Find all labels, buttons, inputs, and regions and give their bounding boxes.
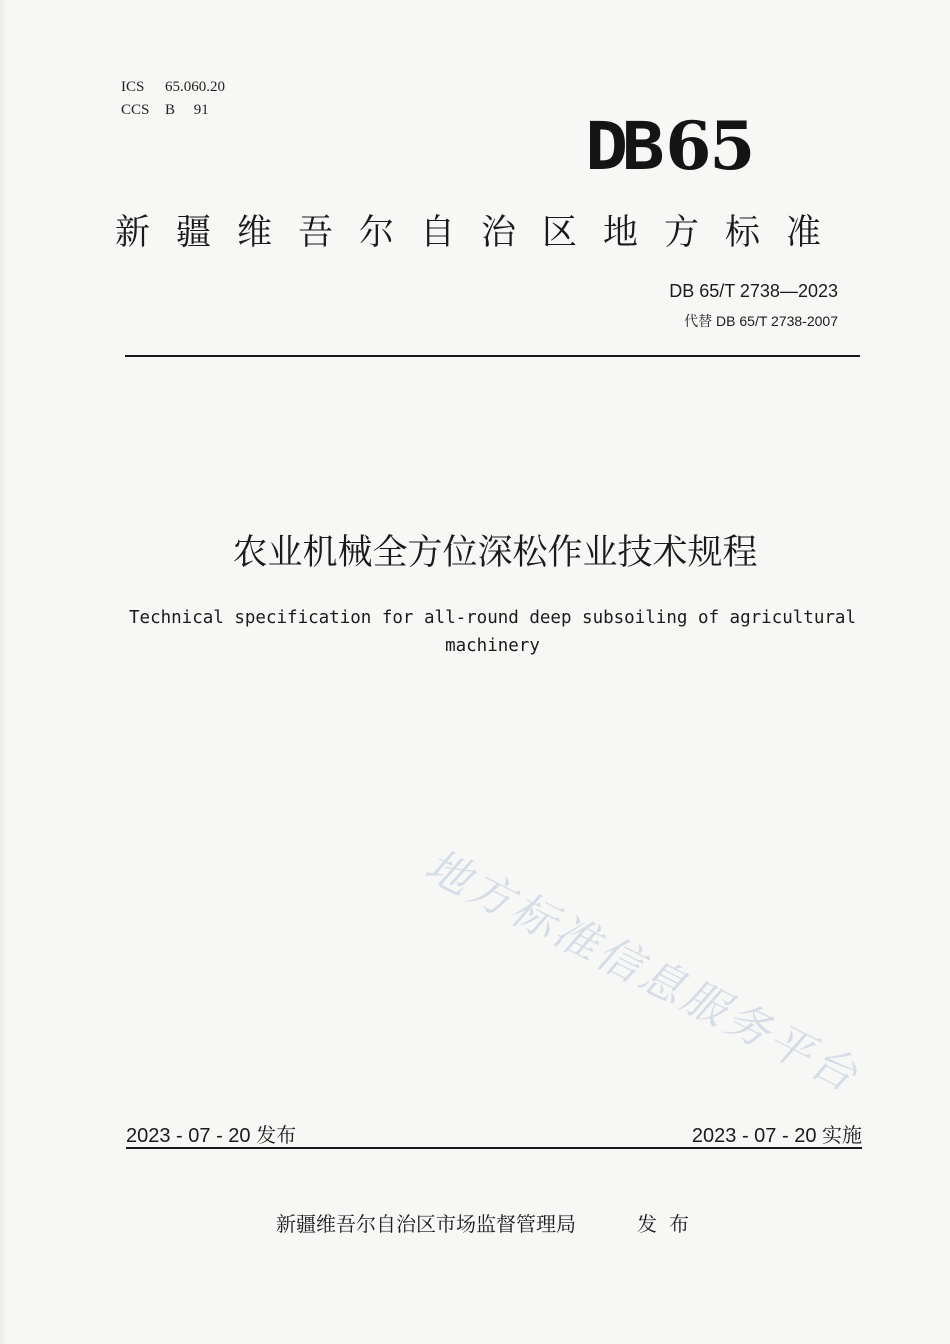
- watermark-text: 地方标准信息服务平台: [416, 839, 868, 1104]
- replaces-number: 代替 DB 65/T 2738-2007: [684, 313, 838, 329]
- top-divider: [125, 355, 860, 357]
- db-logo-number: 65: [665, 107, 754, 185]
- issue-date: 2023 - 07 - 20 发布: [126, 1125, 297, 1147]
- region-standard-title: 新疆维吾尔自治区地方标准: [115, 213, 848, 253]
- ics-label: ICS: [121, 79, 145, 95]
- standard-number: DB 65/T 2738—2023: [669, 281, 838, 301]
- bottom-divider: [126, 1147, 862, 1149]
- ccs-label: CCS: [121, 102, 150, 118]
- ics-value: 65.060.20: [165, 79, 225, 95]
- publish-label: 发布: [637, 1212, 701, 1236]
- ccs-value: B 91: [165, 102, 209, 118]
- implementation-date: 2023 - 07 - 20 实施: [691, 1125, 862, 1147]
- ics-row: [121, 76, 225, 99]
- classification-block: [121, 76, 225, 122]
- publisher-name: 新疆维吾尔自治区市场监督管理局: [276, 1212, 576, 1236]
- db-logo: [585, 106, 754, 187]
- db-logo-letters: DB: [585, 108, 659, 185]
- document-title-cn: 农业机械全方位深松作业技术规程: [232, 533, 758, 573]
- scan-edge-left: [0, 0, 8, 1344]
- ccs-row: [121, 99, 225, 122]
- document-title-en: Technical specification for all-round deep subsoiling of agricultural machinery: [129, 608, 856, 656]
